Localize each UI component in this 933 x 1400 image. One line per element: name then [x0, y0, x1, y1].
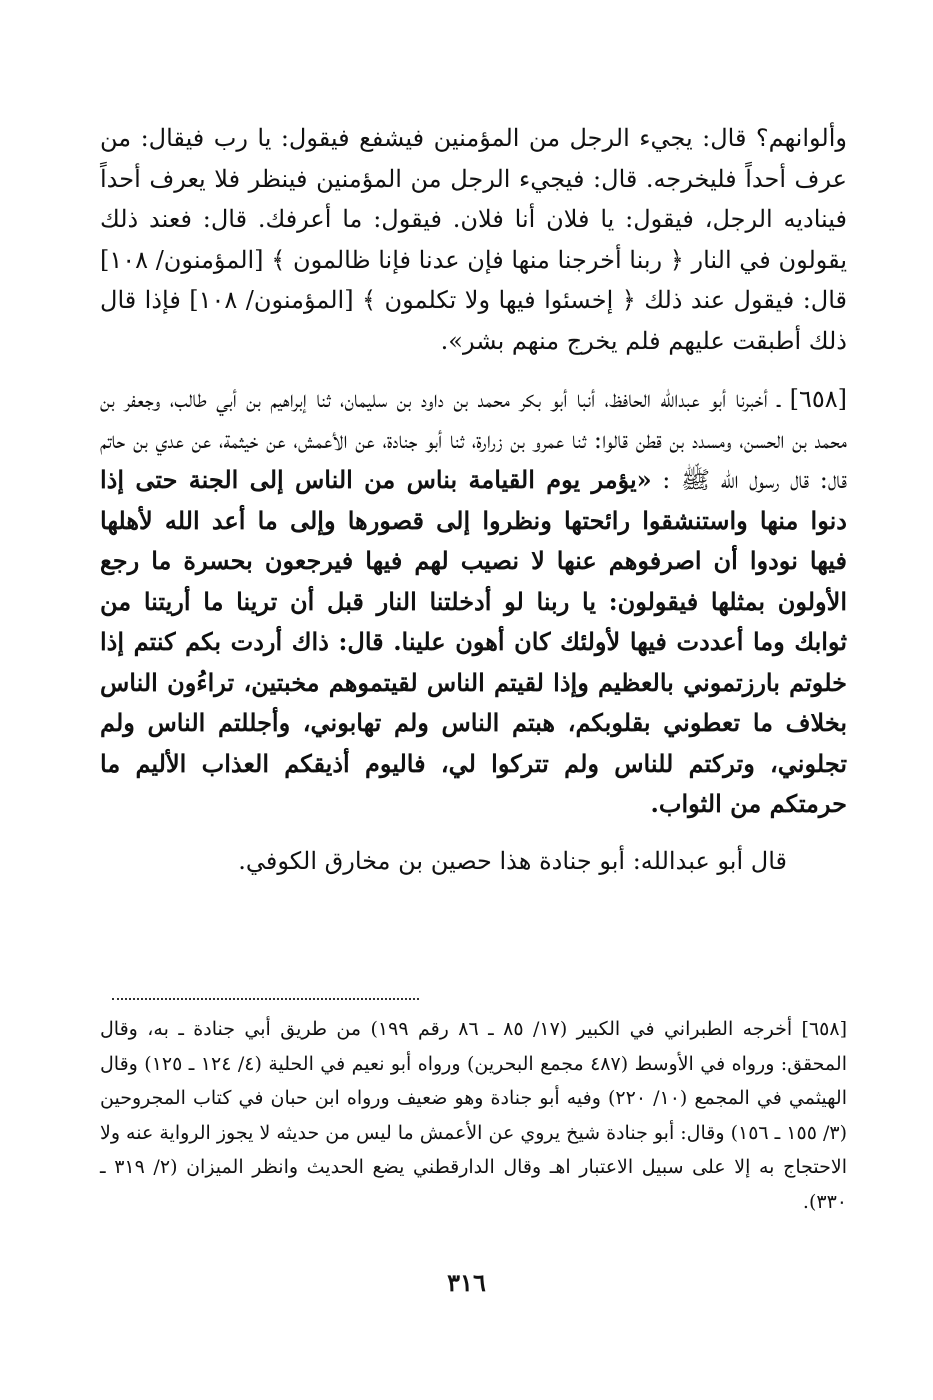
paragraph-hadith-658 [100, 379, 847, 825]
footnote-separator [112, 998, 419, 1000]
paragraph-continuation: وألوانهم؟ قال: يجيء الرجل من المؤمنين فيشفع فيقول: يا رب فيقال: من عرف أحداً فليخرجه. قال: فيجيء الرجل من المؤمنين فينظر فلا يعرف أحداً فيناديه الرجل، فيقول: يا فلان أنا فلان. فيقول: ما أعرفك. قال: فعند ذلك يقولون في النار ﴿ ربنا أخرجنا منها فإن عدنا فإنا ظالمون ﴾ [المؤمنون/ ١٠٨] قال: فيقول عند ذلك ﴿ إخسئوا فيها ولا تكلمون ﴾ [المؤمنون/ ١٠٨] فإذا قال ذلك أطبقت عليهم فلم يخرج منهم بشر». [100, 124, 848, 355]
page-number: ٣١٦ [447, 1268, 486, 1297]
hadith-matn: «يؤمر يوم القيامة بناس من الناس إلى الجنة حتى إذا دنوا منها واستنشقوا رائحتها ونظروا إلى قصورها وإلى ما أعد الله لأهلها فيها نودوا أن اصرفوهم عنها لا نصيب لهم فيها فيرجعون بحسرة ما رجع الأولون بمثلها فيقولون: يا ربنا لو أدخلتنا النار قبل أن ترينا ما أريتنا من ثوابك وما أعددت فيها لأولئك كان أهون علينا. قال: ذاك أردت بكم كنتم إذا خلوتم بارزتموني بالعظيم وإذا لقيتم الناس لقيتموهم مخبتين، تراءُون الناس بخلاف ما تعطوني بقلوبكم، هبتم الناس ولم تهابوني، وأجللتم الناس ولم تجلوني، وتركتم للناس ولم تتركوا لي، فاليوم أذيقكم العذاب الأليم ما حرمتكم من الثواب. [100, 465, 848, 818]
paragraph-narrator-note: قال أبو عبدالله: أبو جنادة هذا حصين بن مخارق الكوفي. [238, 846, 787, 875]
main-text [100, 118, 847, 881]
hadith-isnad: [٦٥٨] ـ أخبرنا أبو عبدالله الحافظ، أنبا أبو بكر محمد بن داود بن سليمان، ثنا إبراهيم بن أبي طالب، وجعفر بن محمد بن الحسن، ومسدد بن قطن قالوا: ثنا عمرو بن زرارة، ثنا أبو جنادة، عن الأعمش، عن خيثمة، عن عدي بن حاتم قال: قال رسول الله ﷺ : [100, 385, 847, 494]
footnote-658: [٦٥٨] أخرجه الطبراني في الكبير (١٧/ ٨٥ ـ ٨٦ رقم ١٩٩) من طريق أبي جنادة ـ به، وقال المحقق: ورواه في الأوسط (٤٨٧ مجمع البحرين) ورواه أبو نعيم في الحلية (٤/ ١٢٤ ـ ١٢٥) وقال الهيثمي في المجمع (١٠/ ٢٢٠) وفيه أبو جنادة وهو ضعيف ورواه ابن حبان في كتاب المجروحين (٣/ ١٥٥ ـ ١٥٦) وقال: أبو جنادة شيخ يروي عن الأعمش ما ليس من حديثه لا يجوز الرواية عنه ولا الاحتجاج به إلا على سبيل الاعتبار اهـ وقال الدارقطني يضع الحديث وانظر الميزان (٢/ ٣١٩ ـ ٣٣٠). [100, 1018, 848, 1213]
